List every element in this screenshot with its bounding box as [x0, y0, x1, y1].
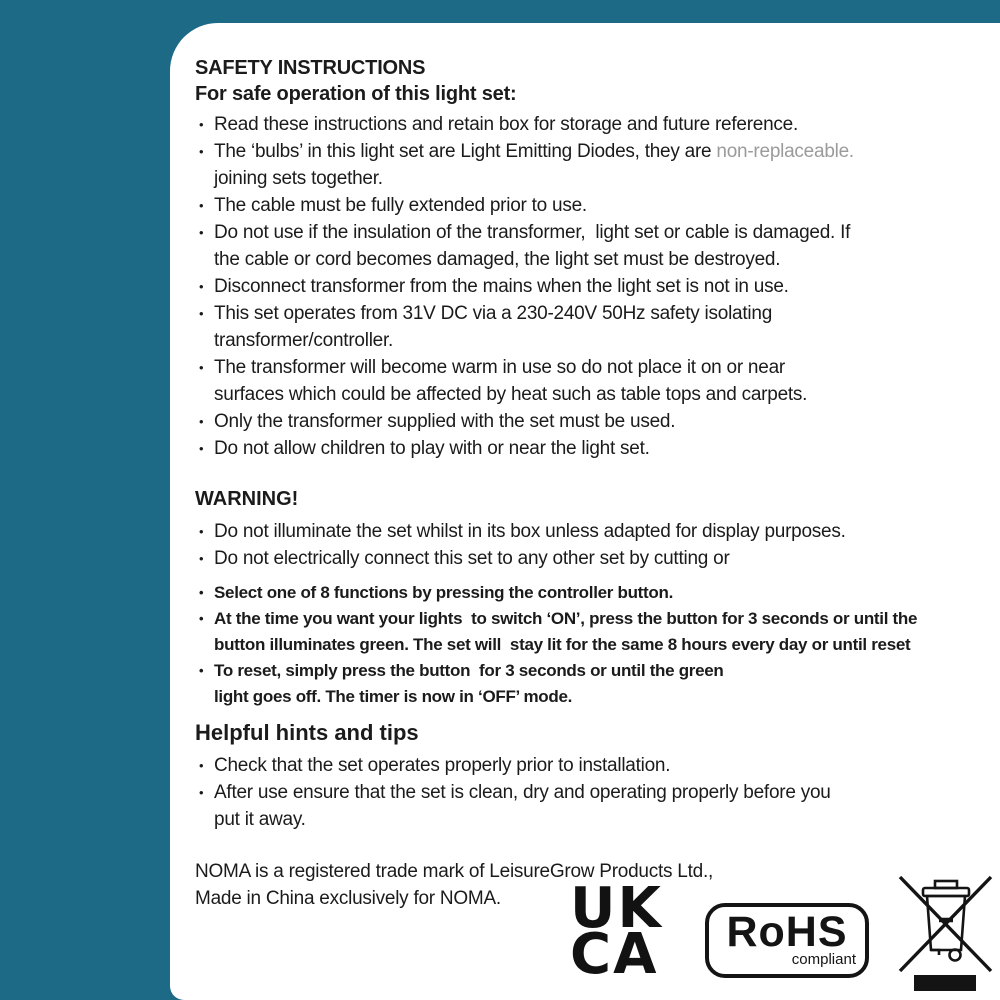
list-item: • Do not electrically connect this set to any other set by cutting or [195, 545, 972, 572]
bullet-icon: • [199, 611, 204, 626]
list-item: • The cable must be fully extended prior to use. [195, 192, 972, 219]
bullet-icon: • [199, 117, 204, 132]
list-item: • Do not use if the insulation of the transformer, light set or cable is damaged. If [195, 219, 972, 246]
list-item: • Do not illuminate the set whilst in its box unless adapted for display purposes. [195, 518, 972, 545]
bullet-icon: • [199, 225, 204, 240]
ukca-mark [570, 876, 663, 987]
list-item: • Do not allow children to play with or near the light set. [195, 435, 972, 462]
bullet-icon: • [199, 524, 204, 539]
safety-subtitle: For safe operation of this light set: [195, 83, 517, 105]
bullet-icon: • [199, 585, 204, 600]
list-item: • Disconnect transformer from the mains when the light set is not in use. [195, 273, 972, 300]
list-item-continuation: light goes off. The timer is now in ‘OFF’ mode. [214, 687, 573, 706]
list-item-continuation: transformer/controller. [214, 330, 394, 351]
list-item-continuation: put it away. [214, 809, 306, 830]
bullet-icon: • [199, 414, 204, 429]
list-item-continuation: joining sets together. [214, 168, 383, 189]
hints-title: Helpful hints and tips [195, 720, 419, 745]
made-in-line: Made in China exclusively for NOMA. [195, 888, 501, 909]
list-item: • The ‘bulbs’ in this light set are Light Emitting Diodes, they are non-replaceable. [195, 138, 972, 165]
bullet-icon: • [199, 551, 204, 566]
bullet-icon: • [199, 663, 204, 678]
bullet-icon: • [199, 144, 204, 159]
list-item: • After use ensure that the set is clean, dry and operating properly before you [195, 779, 972, 806]
list-item: • This set operates from 31V DC via a 230-240V 50Hz safety isolating [195, 300, 972, 327]
rohs-badge [705, 903, 869, 978]
list-item: • The transformer will become warm in use so do not place it on or near [195, 354, 972, 381]
list-item: • To reset, simply press the button for 3 seconds or until the green [195, 658, 972, 684]
timer-instructions-list [195, 580, 972, 710]
trademark-line: NOMA is a registered trade mark of LeisureGrow Products Ltd., [195, 861, 714, 882]
list-item: • Read these instructions and retain box for storage and future reference. [195, 111, 972, 138]
list-item-continuation: the cable or cord becomes damaged, the light set must be destroyed. [214, 249, 781, 270]
bullet-icon: • [199, 758, 204, 773]
list-item: • Check that the set operates properly prior to installation. [195, 752, 972, 779]
rohs-compliant-label: compliant [791, 951, 856, 968]
warning-list [195, 518, 972, 572]
bullet-icon: • [199, 785, 204, 800]
warning-title: WARNING! [195, 488, 299, 510]
bullet-icon: • [199, 198, 204, 213]
ukca-line-2: CA [570, 922, 659, 987]
list-item: • Only the transformer supplied with the set must be used. [195, 408, 972, 435]
weee-crossed-bin-icon [893, 868, 999, 994]
ukca-line-1: UK [570, 876, 663, 941]
safety-title: SAFETY INSTRUCTIONS [195, 57, 426, 79]
list-item: • Select one of 8 functions by pressing the controller button. [195, 580, 972, 606]
rohs-label: RoHS [726, 908, 848, 956]
list-item-continuation: button illuminates green. The set will stay lit for the same 8 hours every day or until reset [214, 635, 911, 654]
list-item-continuation: surfaces which could be affected by heat such as table tops and carpets. [214, 384, 808, 405]
bullet-icon: • [199, 441, 204, 456]
bullet-icon: • [199, 279, 204, 294]
hints-list [195, 752, 972, 833]
bullet-icon: • [199, 306, 204, 321]
safety-list [195, 111, 972, 462]
instruction-panel [170, 23, 1000, 1000]
bullet-icon: • [199, 360, 204, 375]
faded-text: non-replaceable. [716, 141, 854, 162]
list-item: • At the time you want your lights to switch ‘ON’, press the button for 3 seconds or until the [195, 606, 972, 632]
